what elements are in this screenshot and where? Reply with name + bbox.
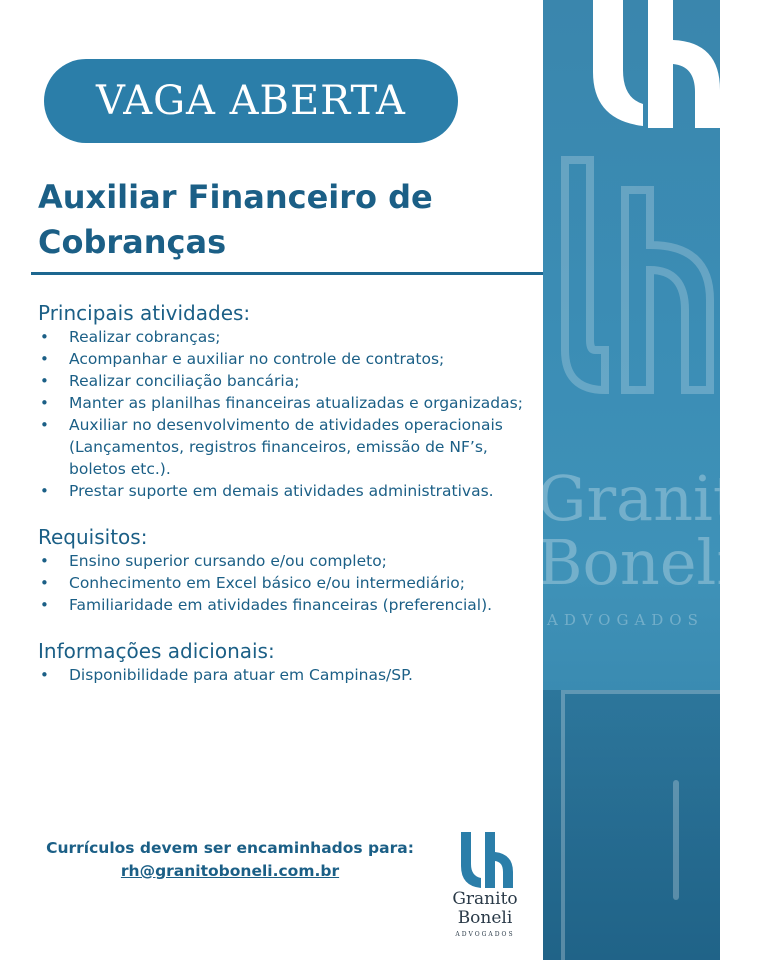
- title-divider: [31, 272, 543, 275]
- office-photo-panel: [537, 0, 775, 960]
- open-position-badge: [44, 59, 458, 143]
- requirements-list: [38, 550, 538, 616]
- gb-monogram-top-icon: [593, 0, 720, 128]
- brand-name-line2: Boneli: [457, 908, 513, 928]
- additional-info-heading: Informações adicionais:: [38, 639, 275, 663]
- job-description: [38, 300, 538, 686]
- badge-label: VAGA ABERTA: [96, 78, 406, 124]
- list-item: • Manter as planilhas financeiras atualizadas e organizadas;: [40, 394, 523, 412]
- job-title: Auxiliar Financeiro de Cobranças: [38, 178, 433, 261]
- list-item: • Realizar conciliação bancária;: [40, 372, 300, 390]
- gb-monogram-icon: [455, 830, 515, 890]
- application-footer: [20, 837, 440, 883]
- activities-list: [38, 326, 538, 502]
- cta-text: Currículos devem ser encaminhados para:: [46, 839, 414, 857]
- list-item: • Acompanhar e auxiliar no controle de contratos;: [40, 350, 445, 368]
- list-item: • Disponibilidade para atuar em Campinas/SP.: [40, 666, 413, 684]
- wall-sign-line2: Boneli: [537, 526, 737, 599]
- list-item: • Familiaridade em atividades financeiras (preferencial).: [40, 596, 493, 614]
- additional-info-list: [38, 664, 538, 686]
- activities-heading: Principais atividades:: [38, 301, 251, 325]
- list-item: • Realizar cobranças;: [40, 328, 221, 346]
- door-handle: [673, 780, 679, 900]
- email-link[interactable]: rh@granitoboneli.com.br: [120, 862, 340, 880]
- wall-sign-line3: ADVOGADOS: [547, 611, 704, 629]
- brand-tagline: ADVOGADOS: [455, 931, 515, 938]
- company-logo: [440, 830, 530, 938]
- glass-door: [561, 690, 724, 964]
- list-item: • Conhecimento em Excel básico e/ou intermediário;: [40, 574, 465, 592]
- wall-sign-line1: Granito: [537, 462, 775, 535]
- brand-name-line1: Granito: [452, 889, 518, 909]
- list-item: • Auxiliar no desenvolvimento de atividades operacionais (Lançamentos, registros financeiros, emissão de NF’s, boletos etc.).: [40, 416, 503, 478]
- list-item: • Ensino superior cursando e/ou completo;: [40, 552, 387, 570]
- list-item: • Prestar suporte em demais atividades administrativas.: [40, 482, 494, 500]
- wall-logo-icon: [545, 150, 715, 400]
- requirements-heading: Requisitos:: [38, 525, 148, 549]
